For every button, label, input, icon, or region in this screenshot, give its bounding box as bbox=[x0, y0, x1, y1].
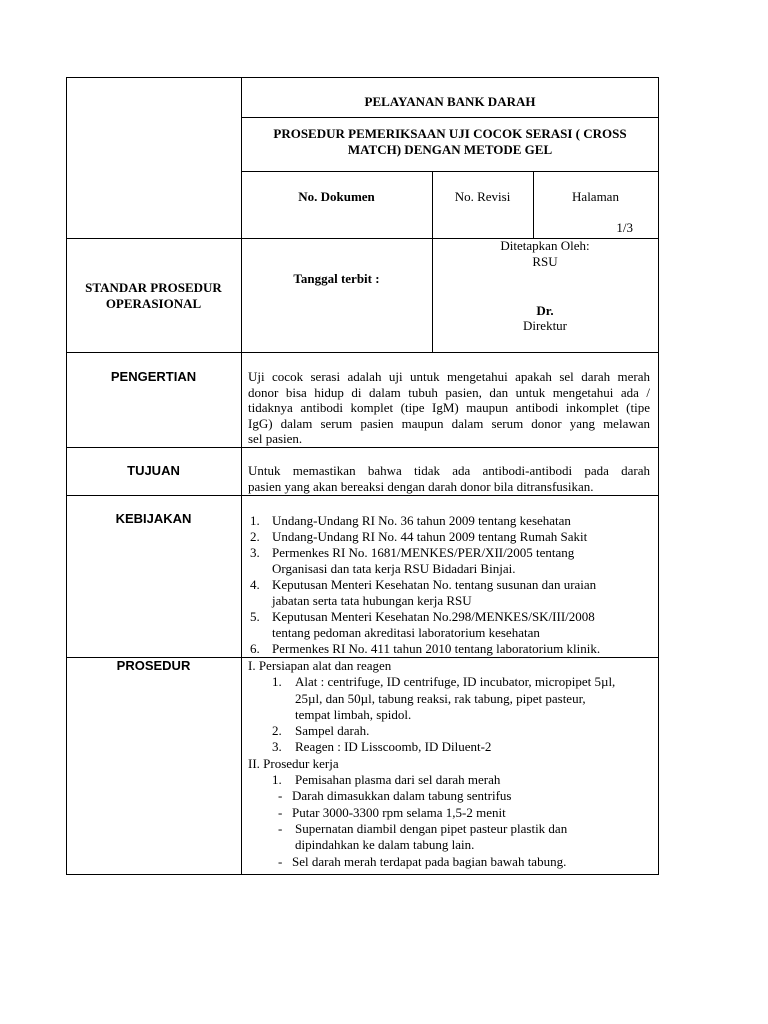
item-number: 4. bbox=[250, 577, 260, 592]
text-line: Organisasi dan tata kerja RSU Bidadari Binjai. bbox=[272, 561, 516, 576]
divider bbox=[66, 447, 659, 448]
column-divider bbox=[533, 171, 534, 239]
pengertian-label: PENGERTIAN bbox=[110, 369, 197, 384]
divider bbox=[241, 171, 659, 172]
list-item bbox=[250, 545, 655, 577]
item-number: 1. bbox=[272, 674, 282, 690]
text-line: Permenkes RI No. 411 tahun 2010 tentang laboratorium klinik. bbox=[272, 641, 601, 656]
item-number: 6. bbox=[250, 641, 260, 656]
dash-bullet: - bbox=[278, 820, 283, 836]
prosedur-content bbox=[248, 658, 653, 870]
tujuan-text bbox=[248, 463, 650, 494]
table-border-right bbox=[658, 77, 659, 875]
list-item bbox=[250, 641, 655, 657]
text-line: Pemisahan plasma dari sel darah merah bbox=[295, 772, 501, 788]
text-line: tentang pedoman akreditasi laboratorium kesehatan bbox=[272, 625, 540, 640]
text-line: Alat : centrifuge, ID centrifuge, ID incubator, micropipet 5µl, bbox=[295, 674, 616, 690]
text-line: tidaknya antibodi komplet (tipe IgM) maupun antibodi inkomplet (tipe bbox=[248, 400, 650, 415]
item-number: 2. bbox=[250, 529, 260, 544]
list-item bbox=[248, 821, 653, 854]
revision-number-label: No. Revisi bbox=[454, 189, 511, 204]
text-line: dipindahkan ke dalam tabung lain. bbox=[295, 837, 475, 853]
item-number: 1. bbox=[250, 513, 260, 528]
text-line: Putar 3000-3300 rpm selama 1,5-2 menit bbox=[292, 804, 506, 820]
section-heading: I. Persiapan alat dan reagen bbox=[248, 658, 392, 673]
text-line: donor bisa hidup di dalam tubuh pasien, dan untuk mengetahui ada / bbox=[248, 384, 650, 400]
list-item bbox=[250, 529, 655, 545]
prosedur-label: PROSEDUR bbox=[116, 658, 191, 673]
list-item bbox=[248, 772, 653, 788]
document-title: PELAYANAN BANK DARAH bbox=[364, 94, 536, 109]
set-by-label: Ditetapkan Oleh: bbox=[500, 238, 590, 253]
dash-bullet: - bbox=[278, 788, 283, 804]
list-item bbox=[248, 723, 653, 739]
text-line: tempat limbah, spidol. bbox=[295, 706, 412, 722]
item-number: 2. bbox=[272, 723, 282, 739]
text-line: Undang-Undang RI No. 44 tahun 2009 tentang Rumah Sakit bbox=[272, 529, 588, 544]
divider bbox=[66, 495, 659, 496]
item-number: 3. bbox=[250, 545, 260, 560]
organization: RSU bbox=[532, 254, 558, 269]
list-item bbox=[248, 788, 653, 804]
text-line: Sel darah merah terdapat pada bagian bawah tabung. bbox=[292, 853, 567, 869]
text-line: Darah dimasukkan dalam tabung sentrifus bbox=[292, 788, 512, 804]
table-border-bottom bbox=[66, 874, 659, 875]
list-item bbox=[248, 854, 653, 870]
section-heading: II. Prosedur kerja bbox=[248, 755, 339, 771]
text-line: Keputusan Menteri Kesehatan No.298/MENKES/SK/III/2008 bbox=[272, 609, 595, 624]
list-item bbox=[248, 674, 653, 723]
list-item bbox=[250, 577, 655, 609]
text-line: Untuk memastikan bahwa tidak ada antibodi-antibodi pada darah bbox=[248, 463, 650, 478]
list-item bbox=[250, 609, 655, 641]
text-line: Permenkes RI No. 1681/MENKES/PER/XII/2005 tentang bbox=[272, 545, 575, 560]
list-item bbox=[248, 805, 653, 821]
director-title: Direktur bbox=[522, 318, 568, 333]
sop-label-line2: OPERASIONAL bbox=[105, 296, 202, 311]
text-line: Undang-Undang RI No. 36 tahun 2009 tentang kesehatan bbox=[272, 513, 571, 528]
text-line: Sampel darah. bbox=[295, 723, 370, 739]
text-line: IgG) dalam serum pasien maupun dalam serum donor yang melawan bbox=[248, 415, 650, 431]
list-item bbox=[248, 739, 653, 755]
divider bbox=[241, 117, 659, 118]
text-line: Reagen : ID Lisscoomb, ID Diluent-2 bbox=[295, 739, 492, 755]
item-number: 1. bbox=[272, 772, 282, 788]
table-border-top bbox=[66, 77, 659, 78]
tujuan-label: TUJUAN bbox=[127, 463, 180, 478]
text-line: Supernatan diambil dengan pipet pasteur plastik dan bbox=[295, 820, 568, 836]
doctor-title: Dr. bbox=[536, 303, 554, 318]
page-number: 1/3 bbox=[616, 220, 633, 235]
text-line: 25µl, dan 50µl, tabung reaksi, rak tabung, pipet pasteur, bbox=[295, 690, 586, 706]
item-number: 3. bbox=[272, 739, 282, 755]
text-line: sel pasien. bbox=[248, 431, 303, 446]
divider bbox=[66, 352, 659, 353]
dash-bullet: - bbox=[278, 853, 283, 869]
kebijakan-list bbox=[250, 513, 655, 657]
doc-number-label: No. Dokumen bbox=[298, 189, 375, 204]
list-item bbox=[250, 513, 655, 529]
text-line: jabatan serta tata hubungan kerja RSU bbox=[272, 593, 472, 608]
text-line: Keputusan Menteri Kesehatan No. tentang susunan dan uraian bbox=[272, 577, 597, 592]
sop-label-line1: STANDAR PROSEDUR bbox=[85, 280, 222, 295]
item-number: 5. bbox=[250, 609, 260, 624]
document-subtitle-line2: MATCH) DENGAN METODE GEL bbox=[347, 142, 553, 157]
kebijakan-label: KEBIJAKAN bbox=[115, 511, 192, 526]
issue-date-label: Tanggal terbit : bbox=[293, 271, 380, 286]
dash-bullet: - bbox=[278, 804, 283, 820]
pengertian-text bbox=[248, 369, 650, 447]
text-line: Uji cocok serasi adalah uji untuk mengetahui apakah sel darah merah bbox=[248, 369, 650, 384]
text-line: pasien yang akan bereaksi dengan darah donor bila ditransfusikan. bbox=[248, 478, 594, 494]
page-label: Halaman bbox=[572, 189, 619, 204]
document-subtitle-line1: PROSEDUR PEMERIKSAAN UJI COCOK SERASI ( CROSS bbox=[273, 126, 627, 141]
